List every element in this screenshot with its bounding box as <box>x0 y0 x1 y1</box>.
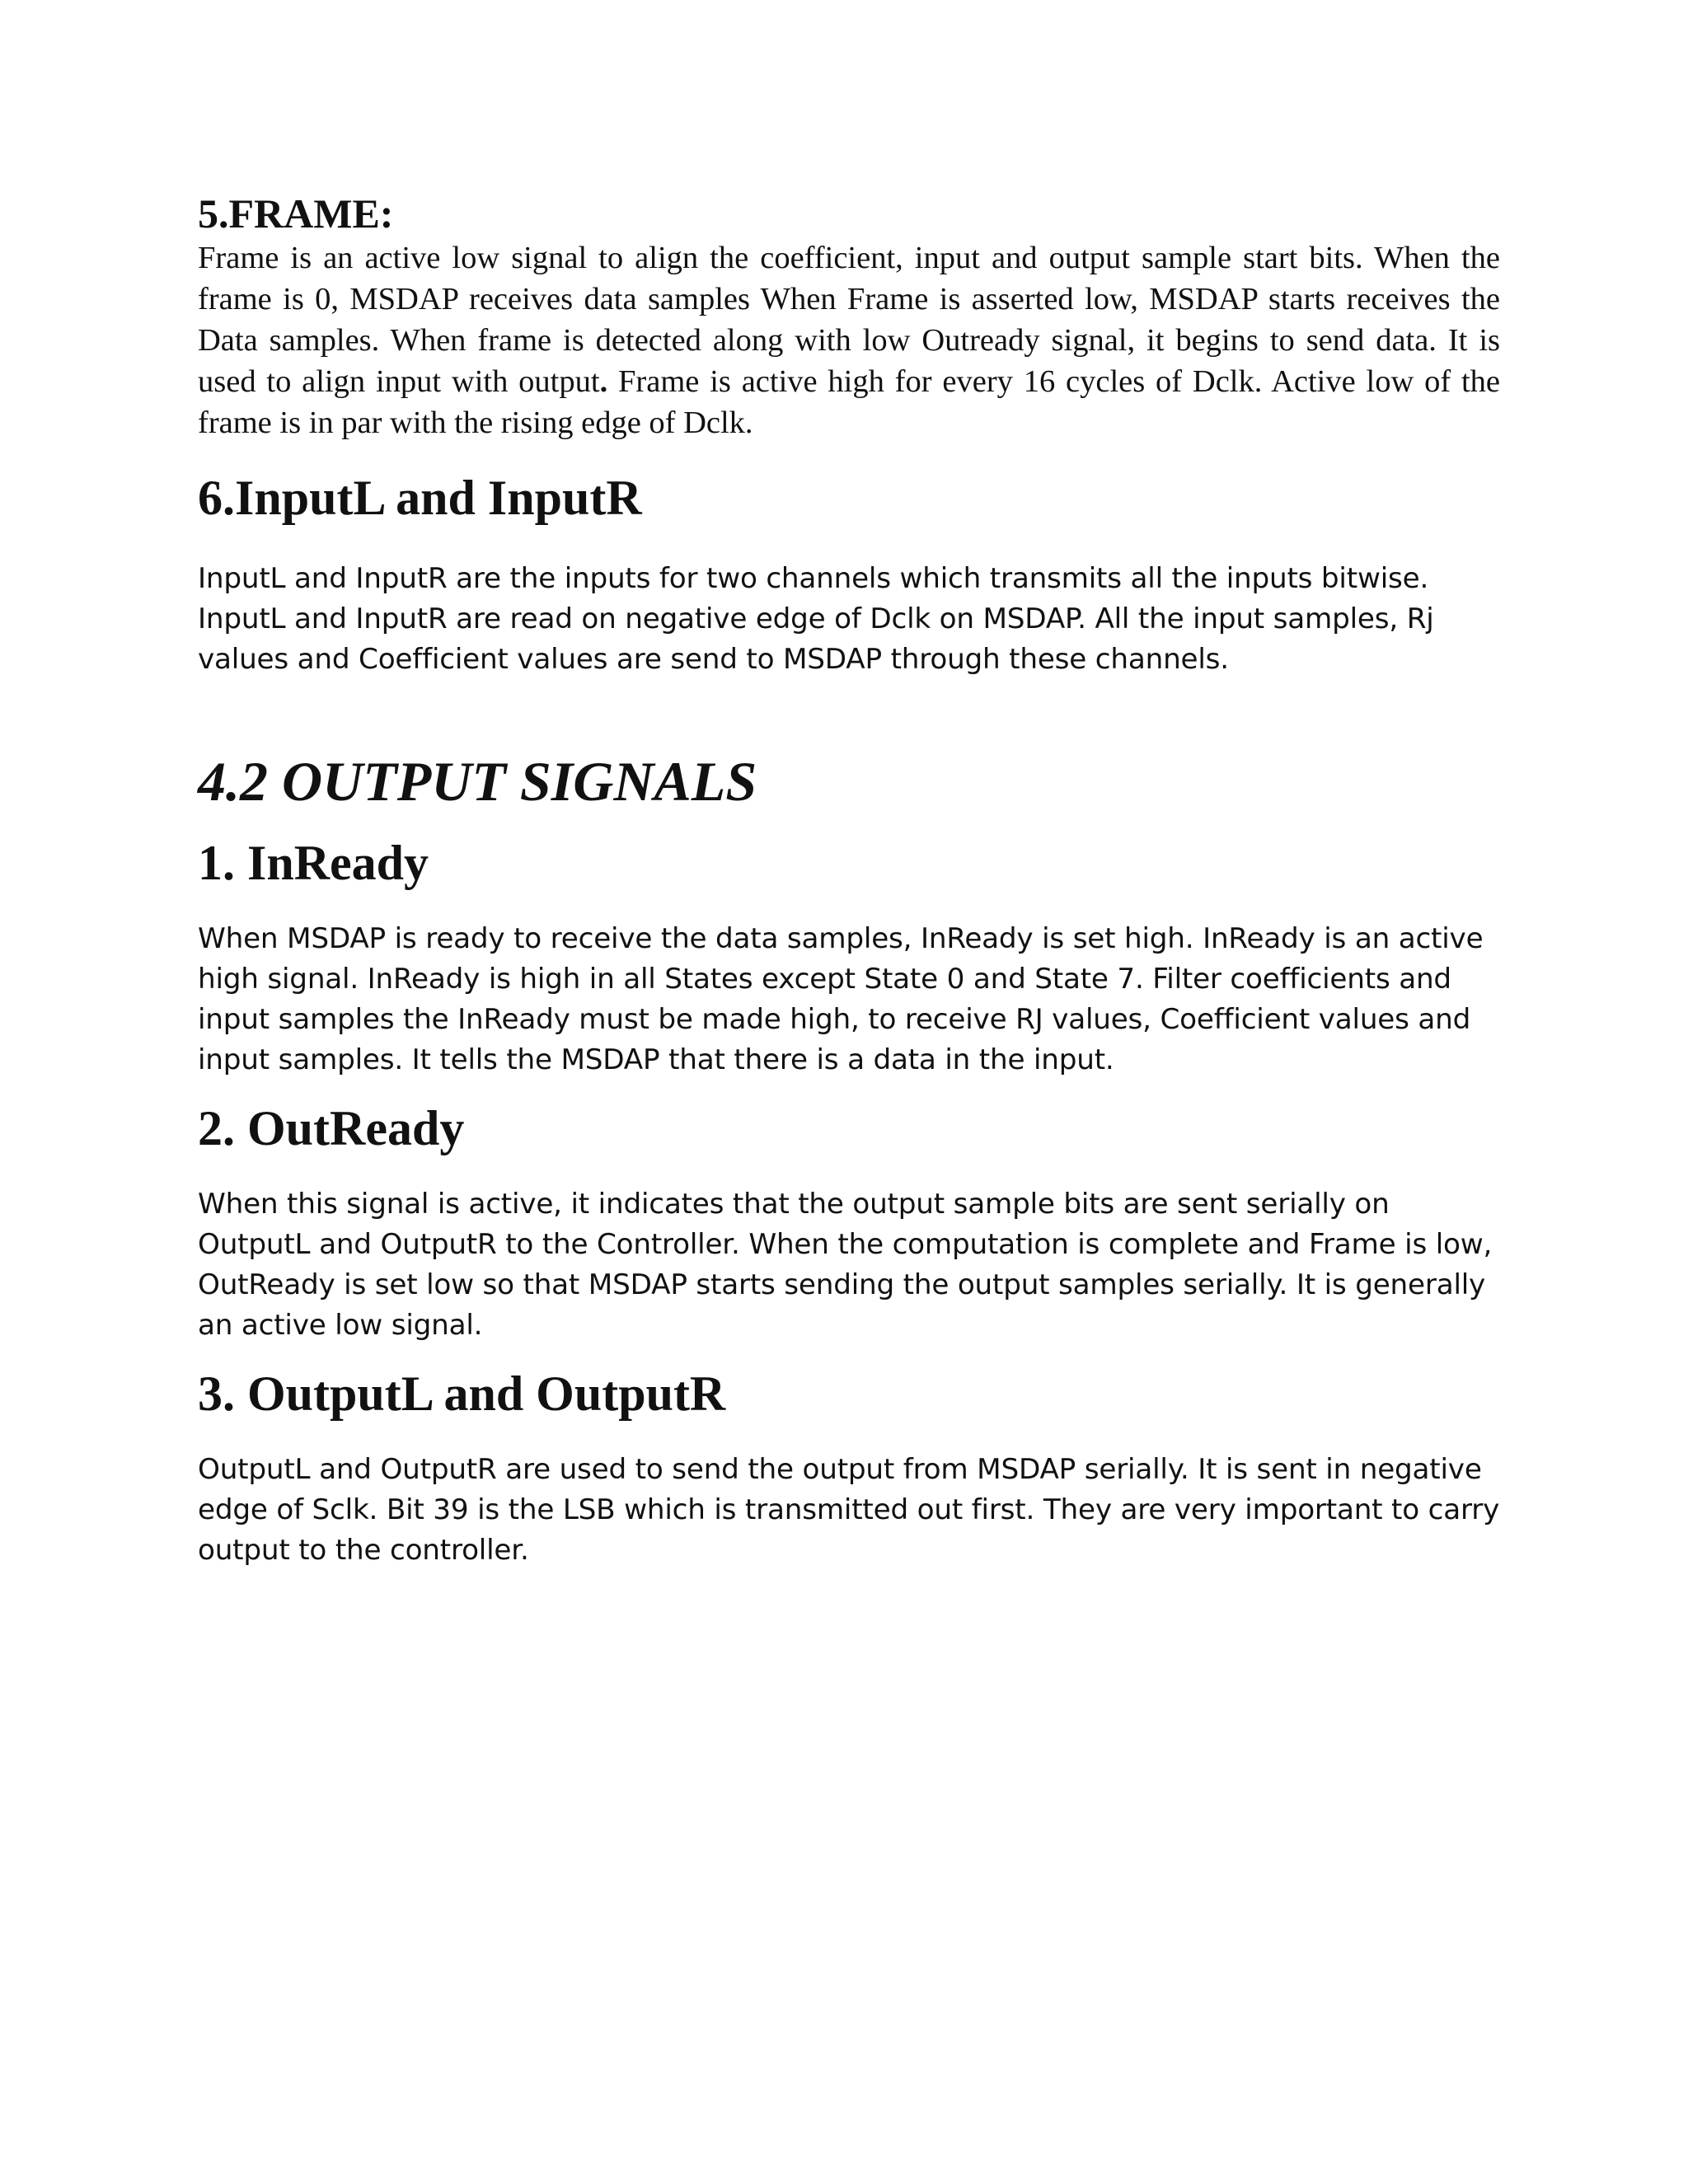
document-page <box>198 190 1500 1571</box>
output-lr-heading: 3. OutputL and OutputR <box>198 1366 726 1421</box>
outready-heading: 2. OutReady <box>198 1101 465 1155</box>
output-signals-heading: 4.2 OUTPUT SIGNALS <box>198 750 757 813</box>
input-lr-paragraph: InputL and InputR are the inputs for two channels which transmits all the inputs bitwise. InputL and InputR are read on negative edge of Dclk on MSDAP. All the input samples, Rj values and Coefficient values are send to MSDAP through these channels. <box>198 562 1434 676</box>
frame-paragraph-bold-period: . <box>599 364 608 399</box>
frame-paragraph <box>198 237 1500 443</box>
inready-heading: 1. InReady <box>198 836 429 890</box>
frame-paragraph-part-b: Frame is active high for every 16 cycles of Dclk. Active low of the frame is in par with the rising edge of Dclk. <box>198 364 1501 440</box>
output-lr-paragraph: OutputL and OutputR are used to send the output from MSDAP serially. It is sent in negative edge of Sclk. Bit 39 is the LSB which is transmitted out first. They are very important to carry output to the controller. <box>198 1453 1500 1567</box>
inready-paragraph: When MSDAP is ready to receive the data samples, InReady is set high. InReady is an active high signal. InReady is high in all States except State 0 and State 7. Filter coefficients and input samples the InReady must be made high, to receive RJ values, Coefficient values and input samples. It tells the MSDAP that there is a data in the input. <box>198 922 1484 1076</box>
frame-heading: 5.FRAME: <box>198 190 394 237</box>
frame-paragraph-part-a: Frame is an active low signal to align the coefficient, input and output sample start bits. When the frame is 0, MSDAP receives data samples When Frame is asserted low, MSDAP starts receives the Data samples. When frame is detected along with low Outready signal, it begins to send data. It is used to align input with output <box>198 241 1500 399</box>
input-lr-heading: 6.InputL and InputR <box>198 471 642 525</box>
outready-paragraph: When this signal is active, it indicates that the output sample bits are sent serially on OutputL and OutputR to the Controller. When the computation is complete and Frame is low, OutReady is set low so that MSDAP starts sending the output samples serially. It is generally an active low signal. <box>198 1188 1493 1342</box>
